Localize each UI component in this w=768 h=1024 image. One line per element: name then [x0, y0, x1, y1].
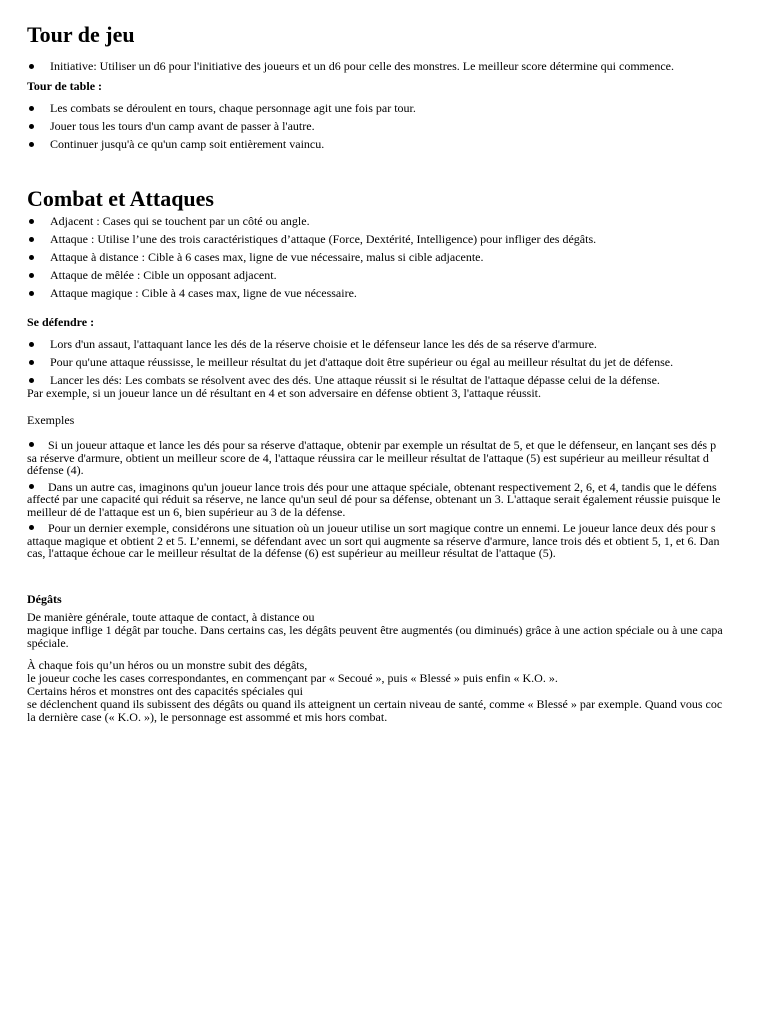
example-paragraph: Dans un autre cas, imaginons qu'un joueur lance trois dés pour une attaque spéciale, obtenant respectivement 2, 6, et 4, tandis que le défens affecté par une capacité qui réduit sa réserve, ne lance qu'un seul dé pour sa défense, obtenant un 3. L'attaque serait également réussie puisque le meilleur dé de l'attaque est un 6, bien supérieur au 3 de la défense.	[27, 479, 721, 519]
bullet-icon	[29, 106, 34, 111]
bullet-icon	[29, 378, 34, 383]
bullet-icon	[29, 291, 34, 296]
initiative-list	[27, 60, 768, 73]
list-item: Attaque : Utilise l’une des trois caractéristiques d’attaque (Force, Dextérité, Intelligence) pour infliger des dégâts.	[27, 233, 768, 246]
degats-paragraph-1: De manière générale, toute attaque de contact, à distance ou magique inflige 1 dégât par touche. Dans certains cas, les dégâts peuvent être augmentés (ou diminués) grâce à une action spéciale ou à une capa spéciale.	[27, 609, 723, 650]
list-item: Les combats se déroulent en tours, chaque personnage agit une fois par tour.	[27, 102, 768, 115]
bullet-icon	[29, 255, 34, 260]
examples-list	[27, 439, 768, 560]
bullet-icon	[29, 360, 34, 365]
section-title-combat-et-attaques: Combat et Attaques	[27, 186, 214, 211]
list-item: Adjacent : Cases qui se touchent par un côté ou angle.	[27, 215, 768, 228]
document-page	[27, 22, 768, 724]
bullet-icon	[29, 237, 34, 242]
defense-example-line: Par exemple, si un joueur lance un dé résultant en 4 et son adversaire en défense obtient 3, l'attaque réussit.	[27, 386, 541, 400]
degats-heading: Dégâts	[27, 591, 62, 606]
bullet-icon	[29, 142, 34, 147]
list-item: Initiative: Utiliser un d6 pour l'initiative des joueurs et un d6 pour celle des monstres. Le meilleur score détermine qui commence.	[27, 60, 768, 73]
list-item: Attaque à distance : Cible à 6 cases max, ligne de vue nécessaire, malus si cible adjacente.	[27, 251, 768, 264]
bullet-icon	[29, 64, 34, 69]
bullet-icon	[29, 273, 34, 278]
se-defendre-heading: Se défendre :	[27, 315, 95, 329]
list-item: Pour qu'une attaque réussisse, le meilleur résultat du jet d'attaque doit être supérieur ou égal au meilleur résultat du jet de défense.	[27, 356, 768, 369]
bullet-icon	[29, 442, 34, 447]
example-paragraph: Pour un dernier exemple, considérons une situation où un joueur utilise un sort magique contre un ennemi. Le joueur lance deux dés pour s attaque magique et obtient 2 et 5. L’ennemi, se défendant avec un sort qui augmente sa réserve d'armure, lance trois dés et obtient 5, 1, et 6. Dan cas, l'attaque échoue car le meilleur résultat de la défense (6) est supérieur au meilleur résultat de l'attaque (5).	[27, 521, 720, 560]
degats-paragraph-2: À chaque fois qu’un héros ou un monstre subit des dégâts, le joueur coche les cases correspondantes, en commençant par « Secoué », puis « Blessé » puis enfin « K.O. ». Certains héros et monstres ont des capacités spéciales qui se déclenchent quand ils subissent des dégâts ou quand ils atteignent un certain niveau de santé, comme « Blessé » par exemple. Quand vous coc la dernière case (« K.O. »), le personnage est assommé et mis hors combat.	[27, 657, 723, 724]
list-item: Jouer tous les tours d'un camp avant de passer à l'autre.	[27, 120, 768, 133]
list-item: Lors d'un assaut, l'attaquant lance les dés de la réserve choisie et le défenseur lance les dés de sa réserve d'armure.	[27, 338, 768, 351]
bullet-icon	[29, 484, 34, 489]
section-title-tour-de-jeu: Tour de jeu	[27, 22, 135, 47]
list-item: Continuer jusqu'à ce qu'un camp soit entièrement vaincu.	[27, 138, 768, 151]
bullet-icon	[29, 342, 34, 347]
defense-list	[27, 338, 768, 387]
list-item: Lancer les dés: Les combats se résolvent avec des dés. Une attaque réussit si le résultat de l'attaque dépasse celui de la défense.	[27, 374, 768, 387]
list-item: Attaque magique : Cible à 4 cases max, ligne de vue nécessaire.	[27, 287, 768, 300]
bullet-icon	[29, 124, 34, 129]
tour-de-table-heading: Tour de table :	[27, 79, 103, 93]
example-paragraph: Si un joueur attaque et lance les dés pour sa réserve d'attaque, obtenir par exemple un résultat de 5, et que le défenseur, en lançant ses dés p sa réserve d'armure, obtient un meilleur score de 4, l'attaque réussira car le meilleur résultat de l'attaque (5) est supérieur au meilleur résultat d défense (4).	[27, 438, 717, 477]
list-item: Attaque de mêlée : Cible un opposant adjacent.	[27, 269, 768, 282]
bullet-icon	[29, 525, 34, 530]
exemples-heading: Exemples	[27, 413, 75, 427]
combat-definitions-list	[27, 215, 768, 300]
bullet-icon	[29, 219, 34, 224]
tour-de-table-list	[27, 102, 768, 151]
